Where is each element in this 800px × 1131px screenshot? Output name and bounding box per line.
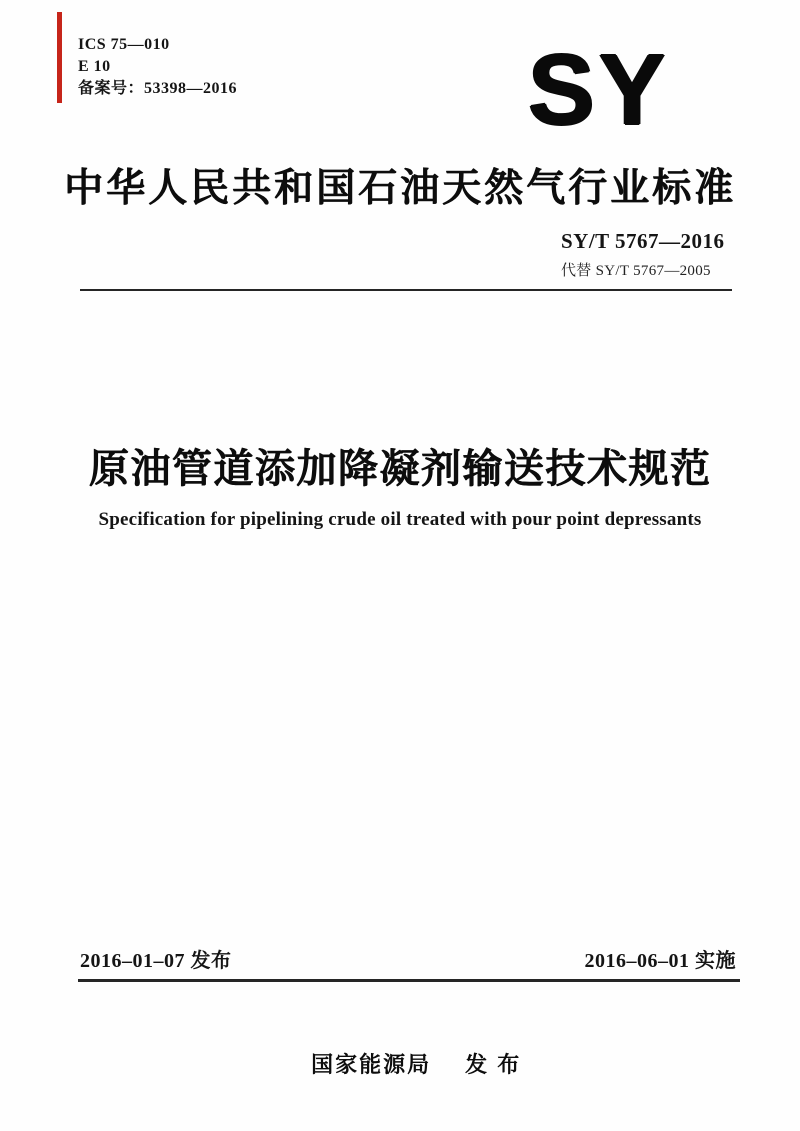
sy-logo: SY (528, 34, 670, 146)
replaced-standard: 代替 SY/T 5767—2005 (561, 263, 711, 279)
doc-class-code: E 10 (78, 58, 111, 75)
ics-code: ICS 75—010 (78, 36, 170, 53)
publisher-name: 国家能源局 (311, 1052, 432, 1077)
header-divider-line (80, 289, 732, 291)
standard-number-block (561, 229, 725, 280)
publisher-line (0, 1022, 800, 1105)
issue-date: 2016–01–07 发布 (80, 950, 232, 972)
publish-label: 发 布 (465, 1052, 522, 1077)
dates-row (80, 944, 736, 973)
classification-block (78, 34, 237, 100)
footer-divider-line (78, 979, 740, 982)
document-title-en: Specification for pipelining crude oil treated with pour point depressants (98, 509, 702, 530)
record-number: 备案号：53398—2016 (78, 80, 238, 97)
standard-number: SY/T 5767—2016 (561, 229, 725, 253)
red-edge-mark (57, 12, 62, 103)
effective-date: 2016–06–01 实施 (584, 950, 736, 972)
standard-type-title: 中华人民共和国石油天然气行业标准 (63, 167, 736, 210)
document-title-zh: 原油管道添加降凝剂输送技术规范 (88, 447, 712, 491)
